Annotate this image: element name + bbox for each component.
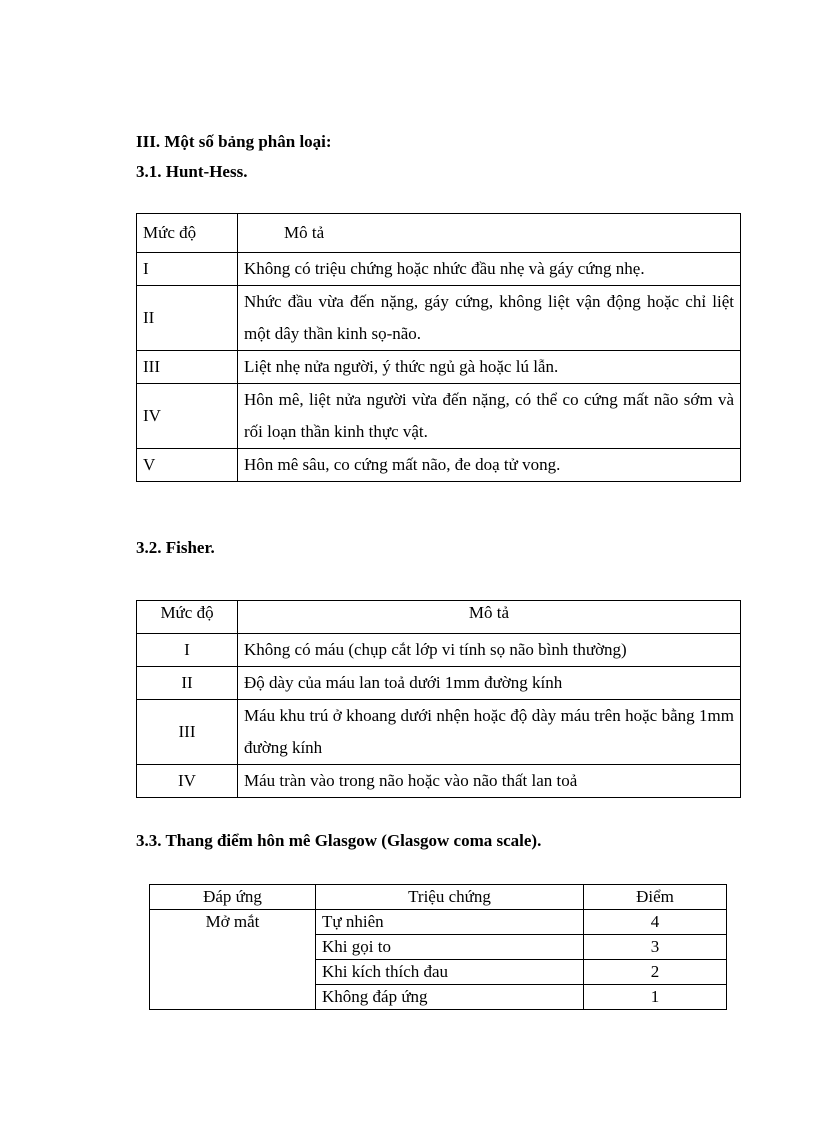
table-row [137,667,741,700]
response-cell: Mở mắt [150,910,316,1010]
description-cell: Máu tràn vào trong não hoặc vào não thất lan toả [238,765,741,798]
table-row [137,351,741,384]
level-cell: IV [137,384,238,449]
score-cell: 3 [584,935,727,960]
header-symptom: Triệu chứng [316,885,584,910]
table-row [137,384,741,449]
level-cell: III [137,700,238,765]
symptom-cell: Khi gọi to [316,935,584,960]
header-description: Mô tả [238,601,741,634]
description-cell: Hôn mê sâu, co cứng mất não, đe doạ tử vong. [238,449,741,482]
hunt-hess-table [136,213,741,482]
table-row [137,700,741,765]
glasgow-table [149,884,727,1010]
hunt-hess-title: 3.1. Hunt-Hess. [136,162,248,181]
description-cell: Hôn mê, liệt nửa người vừa đến nặng, có thể co cứng mất não sớm và rối loạn thần kinh thực vật. [238,384,741,449]
header-response: Đáp ứng [150,885,316,910]
description-cell: Không có triệu chứng hoặc nhức đầu nhẹ và gáy cứng nhẹ. [238,253,741,286]
header-score: Điểm [584,885,727,910]
level-cell: I [137,634,238,667]
table-row [137,634,741,667]
description-cell: Độ dày của máu lan toả dưới 1mm đường kính [238,667,741,700]
score-cell: 1 [584,985,727,1010]
header-description: Mô tả [238,214,741,253]
level-cell: II [137,286,238,351]
level-cell: II [137,667,238,700]
table-header-row [137,601,741,634]
score-cell: 2 [584,960,727,985]
header-level: Mức độ [137,601,238,634]
table-header-row [150,885,727,910]
glasgow-title: 3.3. Thang điểm hôn mê Glasgow (Glasgow coma scale). [136,831,542,850]
section-title: III. Một số bảng phân loại: [136,132,332,151]
table-row [137,286,741,351]
table-header-row [137,214,741,253]
level-cell: V [137,449,238,482]
description-cell: Nhức đầu vừa đến nặng, gáy cứng, không liệt vận động hoặc chỉ liệt một dây thần kinh sọ-não. [238,286,741,351]
level-cell: IV [137,765,238,798]
score-cell: 4 [584,910,727,935]
table-row [150,910,727,935]
symptom-cell: Tự nhiên [316,910,584,935]
description-cell: Liệt nhẹ nửa người, ý thức ngủ gà hoặc lú lẫn. [238,351,741,384]
level-cell: III [137,351,238,384]
fisher-table [136,600,741,798]
table-row [137,253,741,286]
description-cell: Máu khu trú ở khoang dưới nhện hoặc độ dày máu trên hoặc bằng 1mm đường kính [238,700,741,765]
symptom-cell: Không đáp ứng [316,985,584,1010]
table-row [137,765,741,798]
level-cell: I [137,253,238,286]
table-row [137,449,741,482]
description-cell: Không có máu (chụp cắt lớp vi tính sọ não bình thường) [238,634,741,667]
symptom-cell: Khi kích thích đau [316,960,584,985]
fisher-title: 3.2. Fisher. [136,538,215,557]
header-level: Mức độ [137,214,238,253]
